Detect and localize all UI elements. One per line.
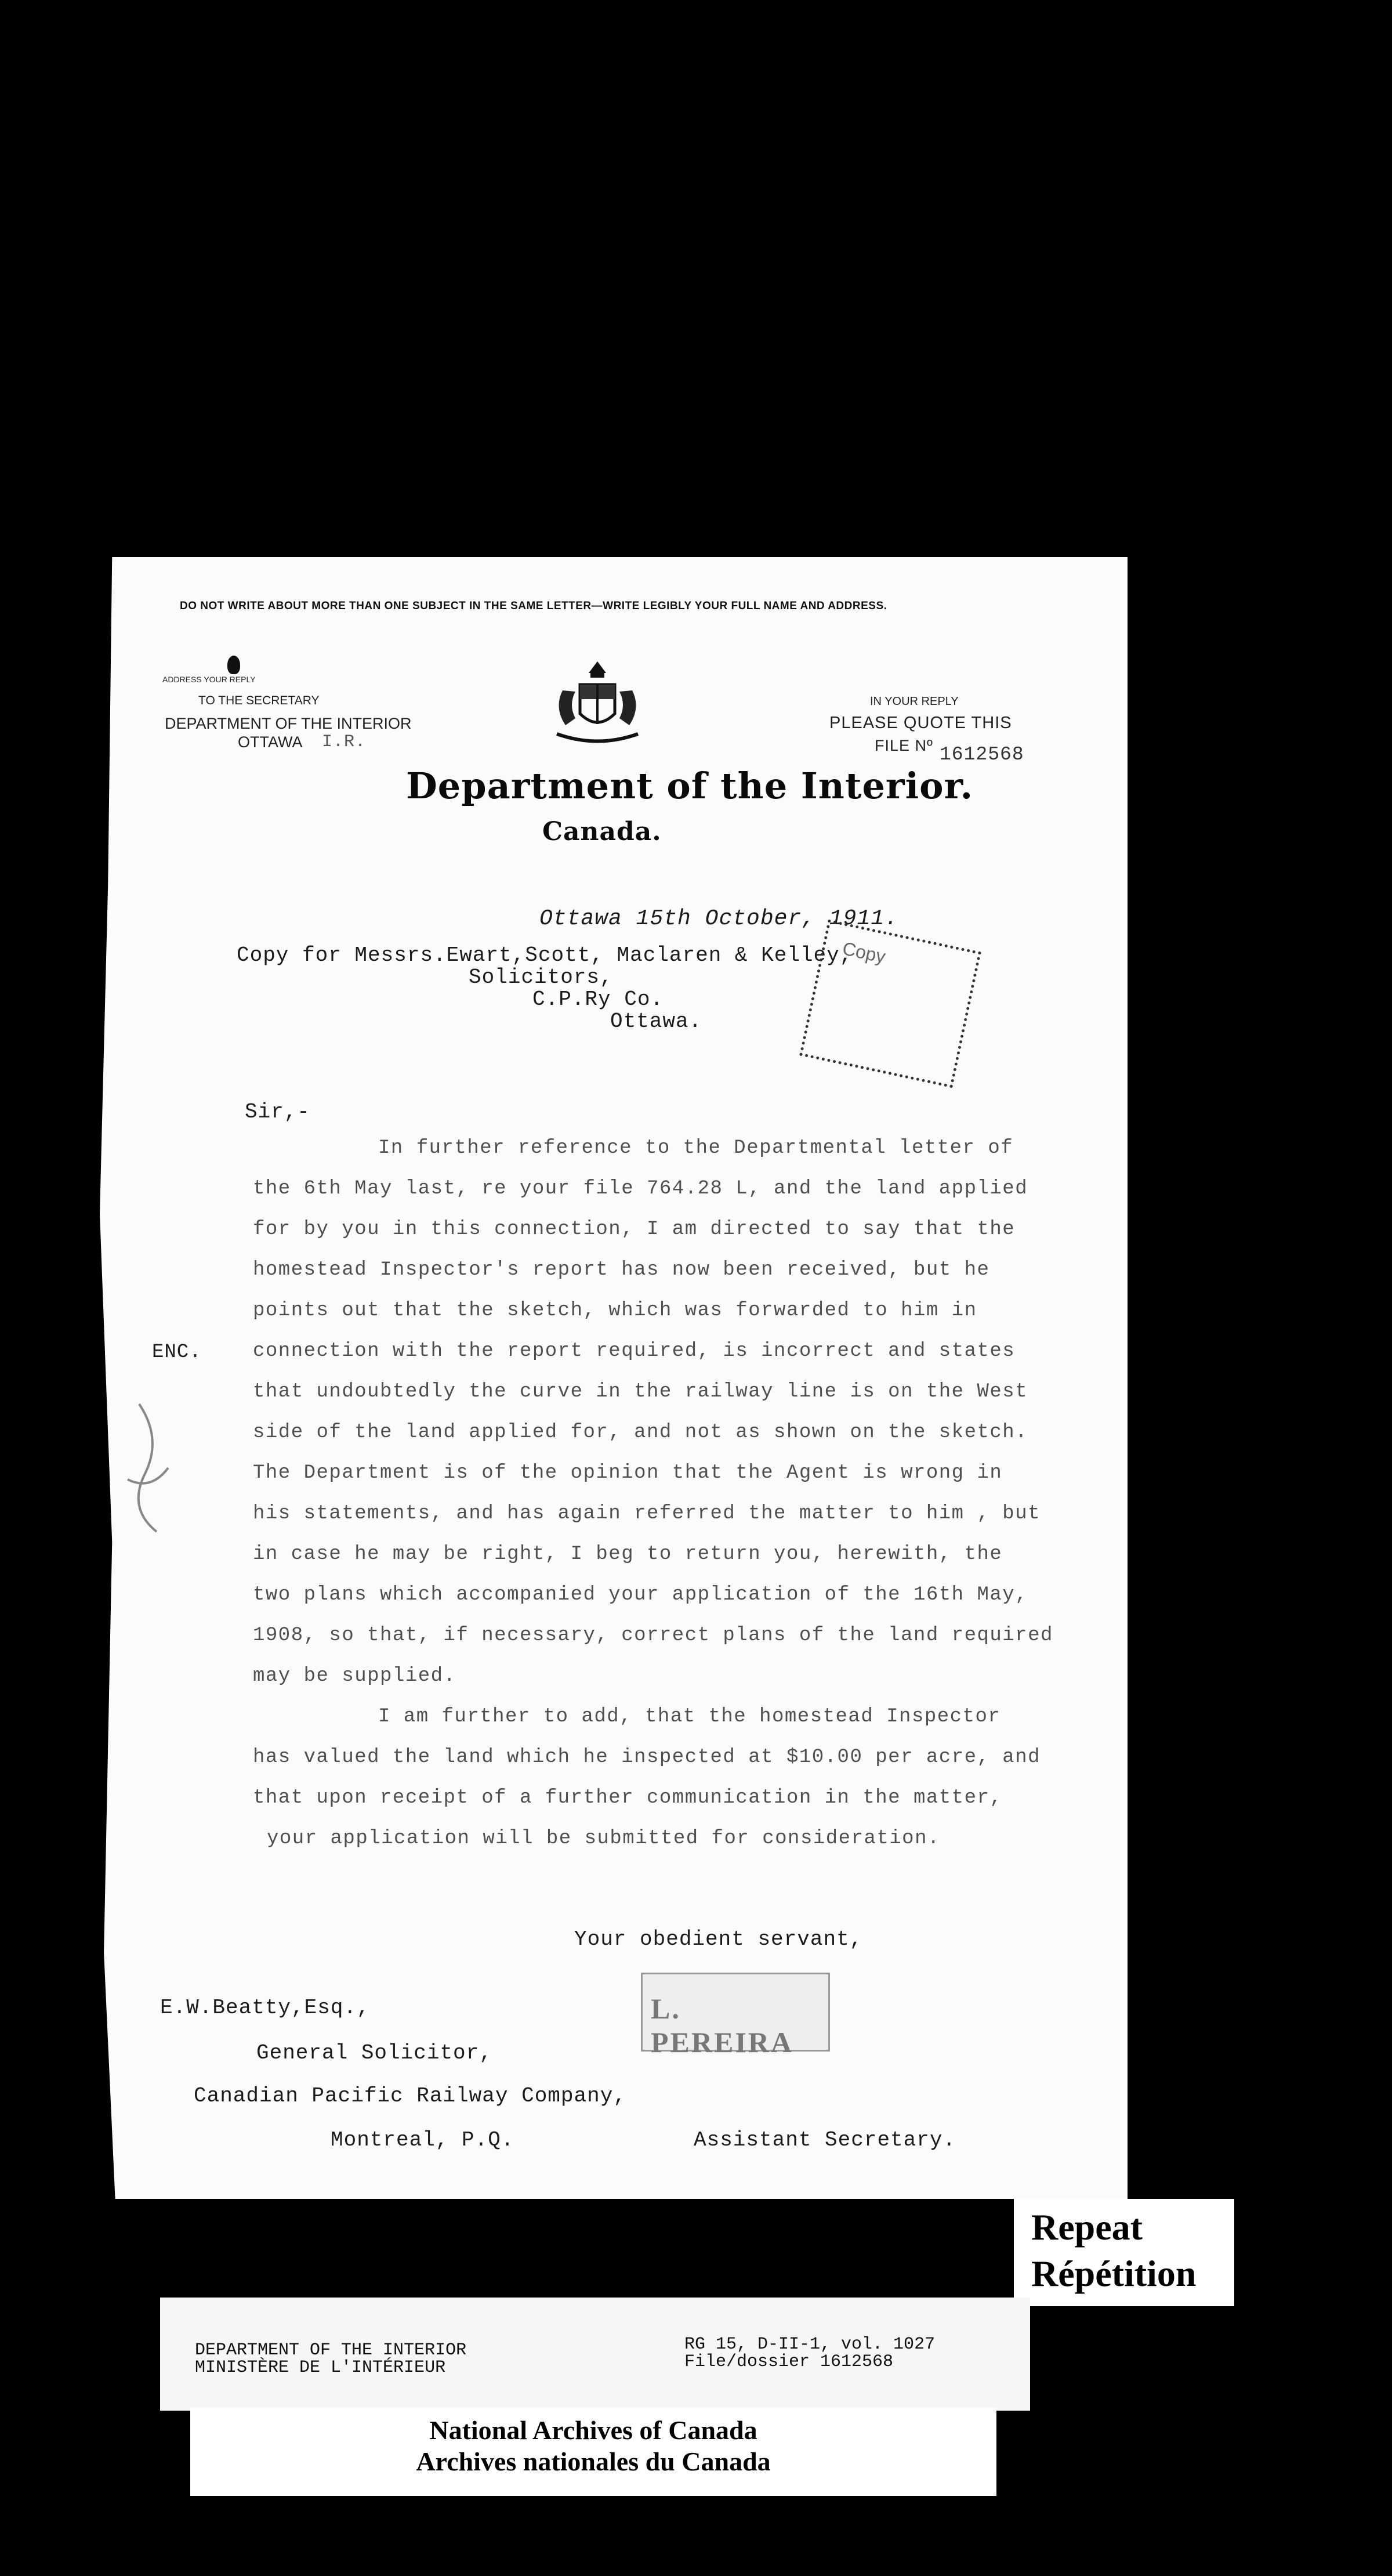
addressee-line: Montreal, P.Q. xyxy=(331,2128,514,2152)
pointing-hand-icon xyxy=(227,656,240,674)
body-line: for by you in this connection, I am directed to say that the xyxy=(253,1218,1016,1240)
archive-label xyxy=(160,2298,1030,2411)
reply-line2: PLEASE QUOTE THIS xyxy=(829,714,1012,732)
body-line: has valued the land which he inspected at $10.00 per acre, and xyxy=(253,1746,1041,1768)
body-line: that upon receipt of a further communication in the matter, xyxy=(253,1787,1003,1809)
body-line: homestead Inspector's report has now been received, but he xyxy=(253,1259,990,1281)
nac-label xyxy=(190,2408,996,2496)
address-dept: DEPARTMENT OF THE INTERIOR xyxy=(165,715,412,732)
addressee-line: Canadian Pacific Railway Company, xyxy=(194,2084,626,2108)
stamp-text: Copy xyxy=(840,938,888,968)
archive-right2: File/dossier 1612568 xyxy=(684,2352,894,2372)
body-line: the 6th May last, re your file 764.28 L, and the land applied xyxy=(253,1178,1028,1200)
repeat-fr: Répétition xyxy=(1031,2253,1197,2294)
copy-line4: Ottawa. xyxy=(610,1010,702,1033)
body-line: I am further to add, that the homestead Inspector xyxy=(378,1706,1001,1728)
addressee-line: General Solicitor, xyxy=(256,2041,492,2065)
dept-subtitle: Canada. xyxy=(542,817,662,846)
signer-title: Assistant Secretary. xyxy=(694,2128,956,2152)
body-line: two plans which accompanied your application of the 16th May, xyxy=(253,1584,1028,1606)
address-city: OTTAWA xyxy=(238,733,303,751)
enc-marker: ENC. xyxy=(152,1341,202,1363)
copy-line3: C.P.Ry Co. xyxy=(532,987,664,1011)
body-line: The Department is of the opinion that the Agent is wrong in xyxy=(253,1462,1003,1484)
body-line: your application will be submitted for consideration. xyxy=(267,1828,940,1850)
signature-stamp xyxy=(641,1973,830,2058)
archive-left1: DEPARTMENT OF THE INTERIOR xyxy=(195,2340,467,2360)
salutation: Sir,- xyxy=(245,1100,311,1124)
address-mark: I.R. xyxy=(322,732,367,752)
body-line: in case he may be right, I beg to return you, herewith, the xyxy=(253,1543,1003,1565)
body-line: points out that the sketch, which was forwarded to him in xyxy=(253,1300,977,1322)
copy-line1: Copy for Messrs.Ewart,Scott, Maclaren & Kelley, xyxy=(237,943,853,967)
body-line: connection with the report required, is incorrect and states xyxy=(253,1340,1016,1362)
file-number: 1612568 xyxy=(940,744,1024,765)
file-label: FILE Nº xyxy=(875,737,933,754)
body-line: may be supplied. xyxy=(253,1665,456,1687)
addressee-line: E.W.Beatty,Esq., xyxy=(160,1996,370,2020)
archive-right1: RG 15, D-II-1, vol. 1027 xyxy=(684,2335,936,2354)
body-line: 1908, so that, if necessary, correct plans of the land required xyxy=(253,1625,1053,1647)
closing: Your obedient servant, xyxy=(574,1927,863,1951)
body-line: his statements, and has again referred the matter to him , but xyxy=(253,1503,1041,1525)
place-date: Ottawa 15th October, 1911. xyxy=(539,906,898,931)
coat-of-arms-icon xyxy=(539,656,655,754)
margin-annotation xyxy=(104,1392,197,1543)
reply-line1: IN YOUR REPLY xyxy=(870,695,959,708)
repeat-en: Repeat xyxy=(1031,2206,1143,2248)
nac-fr: Archives nationales du Canada xyxy=(416,2447,771,2476)
address-to: TO THE SECRETARY xyxy=(198,694,320,707)
repeat-label xyxy=(1014,2199,1234,2306)
nac-en: National Archives of Canada xyxy=(429,2415,757,2445)
body-line: that undoubtedly the curve in the railway line is on the West xyxy=(253,1381,1028,1403)
body-line: side of the land applied for, and not as shown on the sketch. xyxy=(253,1421,1028,1443)
signature-stamp-text: L. PEREIRA xyxy=(651,1992,794,2058)
body-line: In further reference to the Departmental letter of xyxy=(378,1137,1014,1159)
dept-title: Department of the Interior. xyxy=(406,765,974,807)
copy-line2: Solicitors, xyxy=(469,965,613,989)
archive-left2: MINISTÈRE DE L'INTÉRIEUR xyxy=(195,2358,446,2378)
top-notice: DO NOT WRITE ABOUT MORE THAN ONE SUBJECT IN THE SAME LETTER—WRITE LEGIBLY YOUR FULL NAME AND ADDRESS. xyxy=(180,600,887,612)
address-reply-label: ADDRESS YOUR REPLY xyxy=(162,675,256,684)
